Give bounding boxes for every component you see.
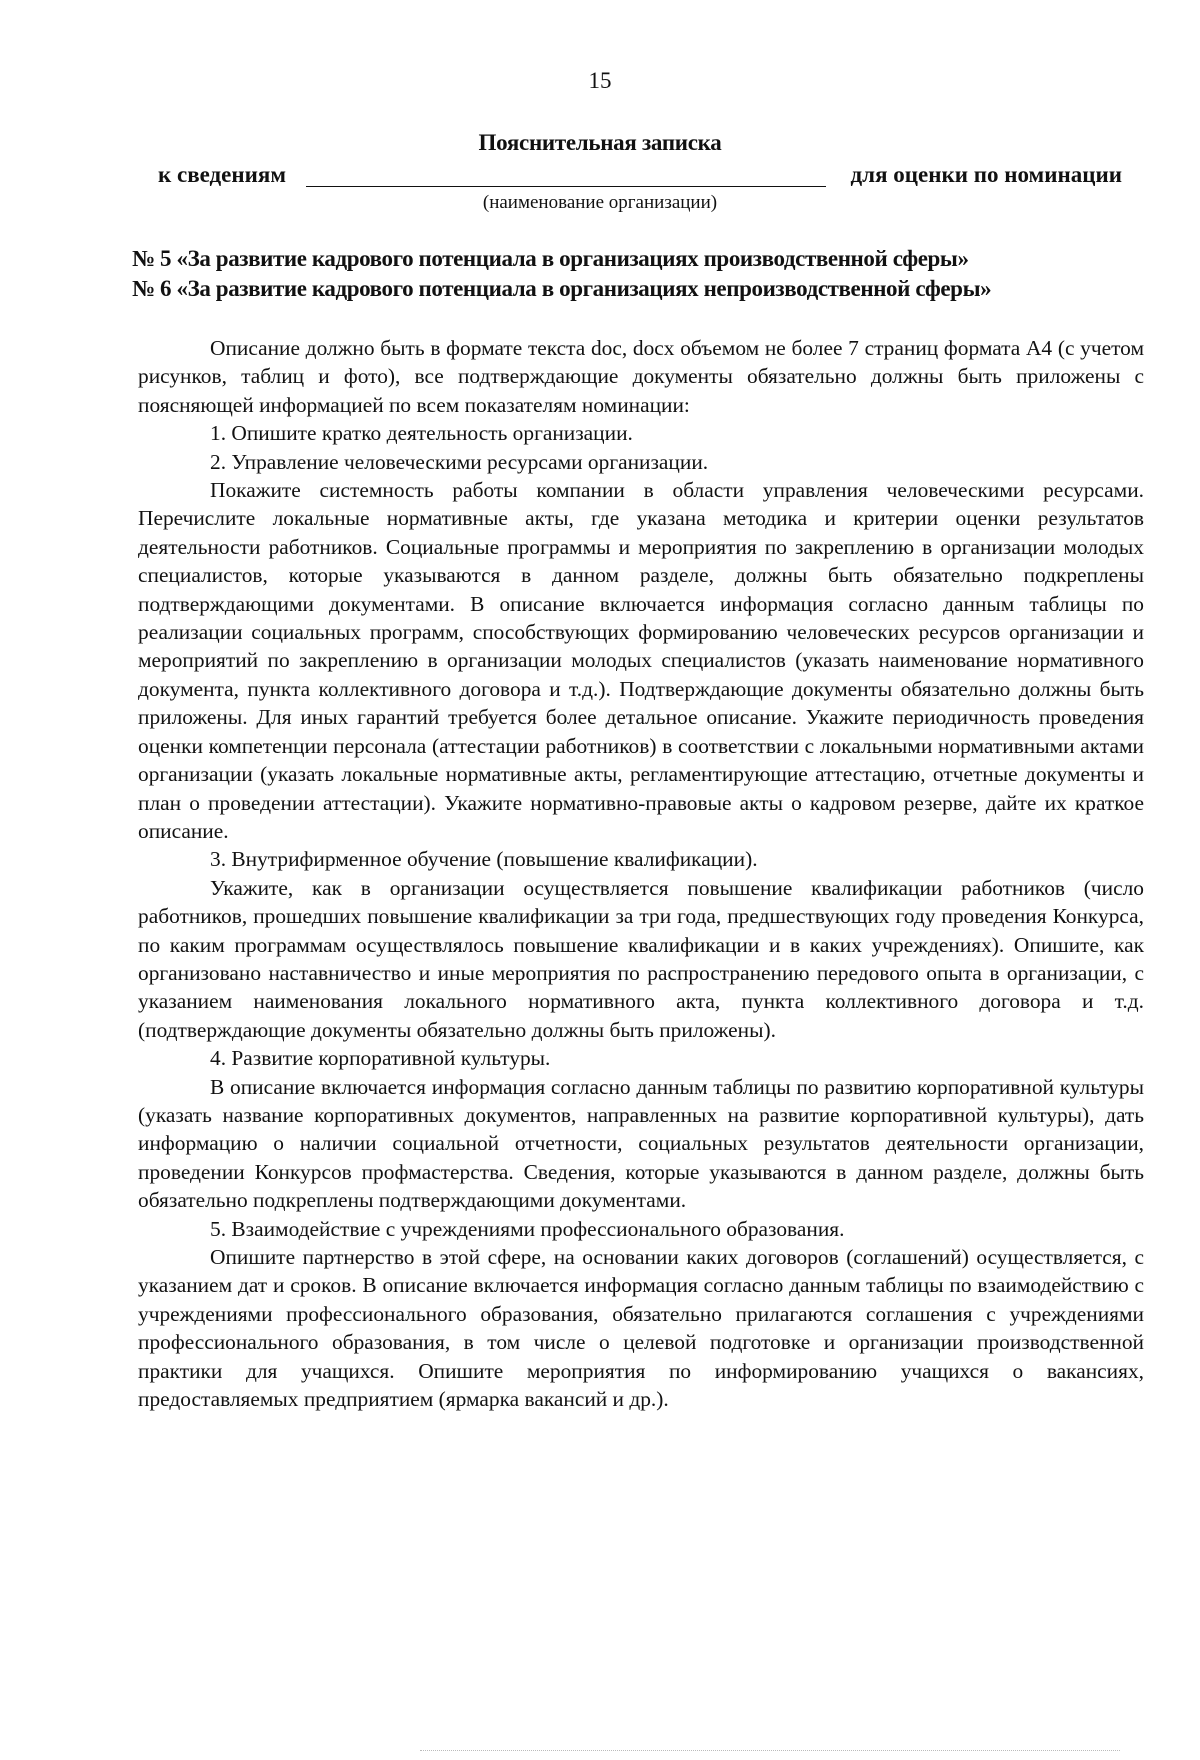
recipient-line [158, 162, 1122, 192]
scan-edge-line [420, 1750, 1120, 1751]
section-2-paragraph: Покажите системность работы компании в области управления человеческими ресурсами. Перечислите локальные нормативные акты, где указана методика и критерии оценки результатов деятельности работников. Социальные программы и мероприятия по закреплению в организации молодых специалистов, которые указываются в данном разделе, должны быть обязательно подкреплены подтверждающими документами. В описание включается информация согласно данным таблицы по реализации социальных программ, способствующих формированию человеческих ресурсов организации и мероприятий по закреплению в организации молодых специалистов (указать наименование нормативного документа, пункта коллективного договора и т.д.). Подтверждающие документы обязательно должны быть приложены. Для иных гарантий требуется более детальное описание. Укажите периодичность проведения оценки компетенции персонала (аттестации работников) в соответствии с локальными нормативными актами организации (указать локальные нормативные акты, регламентирующие аттестацию, отчетные документы и план о проведении аттестации). Укажите нормативно-правовые акты о кадровом резерве, дайте их краткое описание. [138, 478, 1144, 843]
nomination-6: № 6 «За развитие кадрового потенциала в организациях непроизводственной сферы» [132, 276, 992, 301]
section-heading-4: 4. Развитие корпоративной культуры. [210, 1046, 551, 1071]
section-heading-3: 3. Внутрифирменное обучение (повышение квалификации). [210, 847, 758, 872]
section-heading-5: 5. Взаимодействие с учреждениями профессионального образования. [210, 1216, 845, 1241]
recipient-line-right: для оценки по номинации [850, 162, 1122, 187]
section-heading-2: 2. Управление человеческими ресурсами организации. [210, 449, 709, 474]
organization-name-blank [306, 186, 826, 187]
recipient-line-left: к сведениям [158, 162, 286, 187]
section-5-paragraph: Опишите партнерство в этой сфере, на основании каких договоров (соглашений) осуществляется, с указанием дат и сроков. В описание включается информация согласно данным таблицы по взаимодействию с учреждениями профессионального образования, обязательно прилагаются соглашения с учреждениями профессионального образования, в том числе о целевой подготовке и организации производственной практики для учащихся. Опишите мероприятия по информированию учащихся о вакансиях, предоставляемых предприятием (ярмарка вакансий и др.). [138, 1245, 1144, 1412]
body-text [138, 334, 1144, 1413]
section-4-paragraph: В описание включается информация согласно данным таблицы по развитию корпоративной культуры (указать название корпоративных документов, направленных на развитие корпоративной культуры), дать информацию о наличии социальной отчетности, социальных результатов деятельности организации, проведении Конкурсов профмастерства. Сведения, которые указываются в данном разделе, должны быть обязательно подкреплены подтверждающими документами. [138, 1074, 1144, 1213]
document-title: Пояснительная записка [478, 130, 722, 155]
nomination-5: № 5 «За развитие кадрового потенциала в организациях производственной сферы» [132, 246, 969, 271]
section-3-paragraph: Укажите, как в организации осуществляется повышение квалификации работников (число работников, прошедших повышение квалификации за три года, предшествующих году проведения Конкурса, по каким программам осуществлялось повышение квалификации и в каких учреждениях). Опишите, как организовано наставничество и иные мероприятия по распространению передового опыта в организации, с указанием наименования локального нормативного акта, пункта коллективного договора и т.д. (подтверждающие документы обязательно должны быть приложены). [138, 875, 1144, 1042]
section-heading-1: 1. Опишите кратко деятельность организации. [210, 421, 633, 446]
page-number: 15 [588, 68, 612, 93]
intro-paragraph: Описание должно быть в формате текста doc, docx объемом не более 7 страниц формата А4 (с учетом рисунков, таблиц и фото), все подтверждающие документы обязательно должны быть приложены с поясняющей информацией по всем показателям номинации: [138, 336, 1144, 417]
organization-name-hint: (наименование организации) [482, 192, 718, 213]
